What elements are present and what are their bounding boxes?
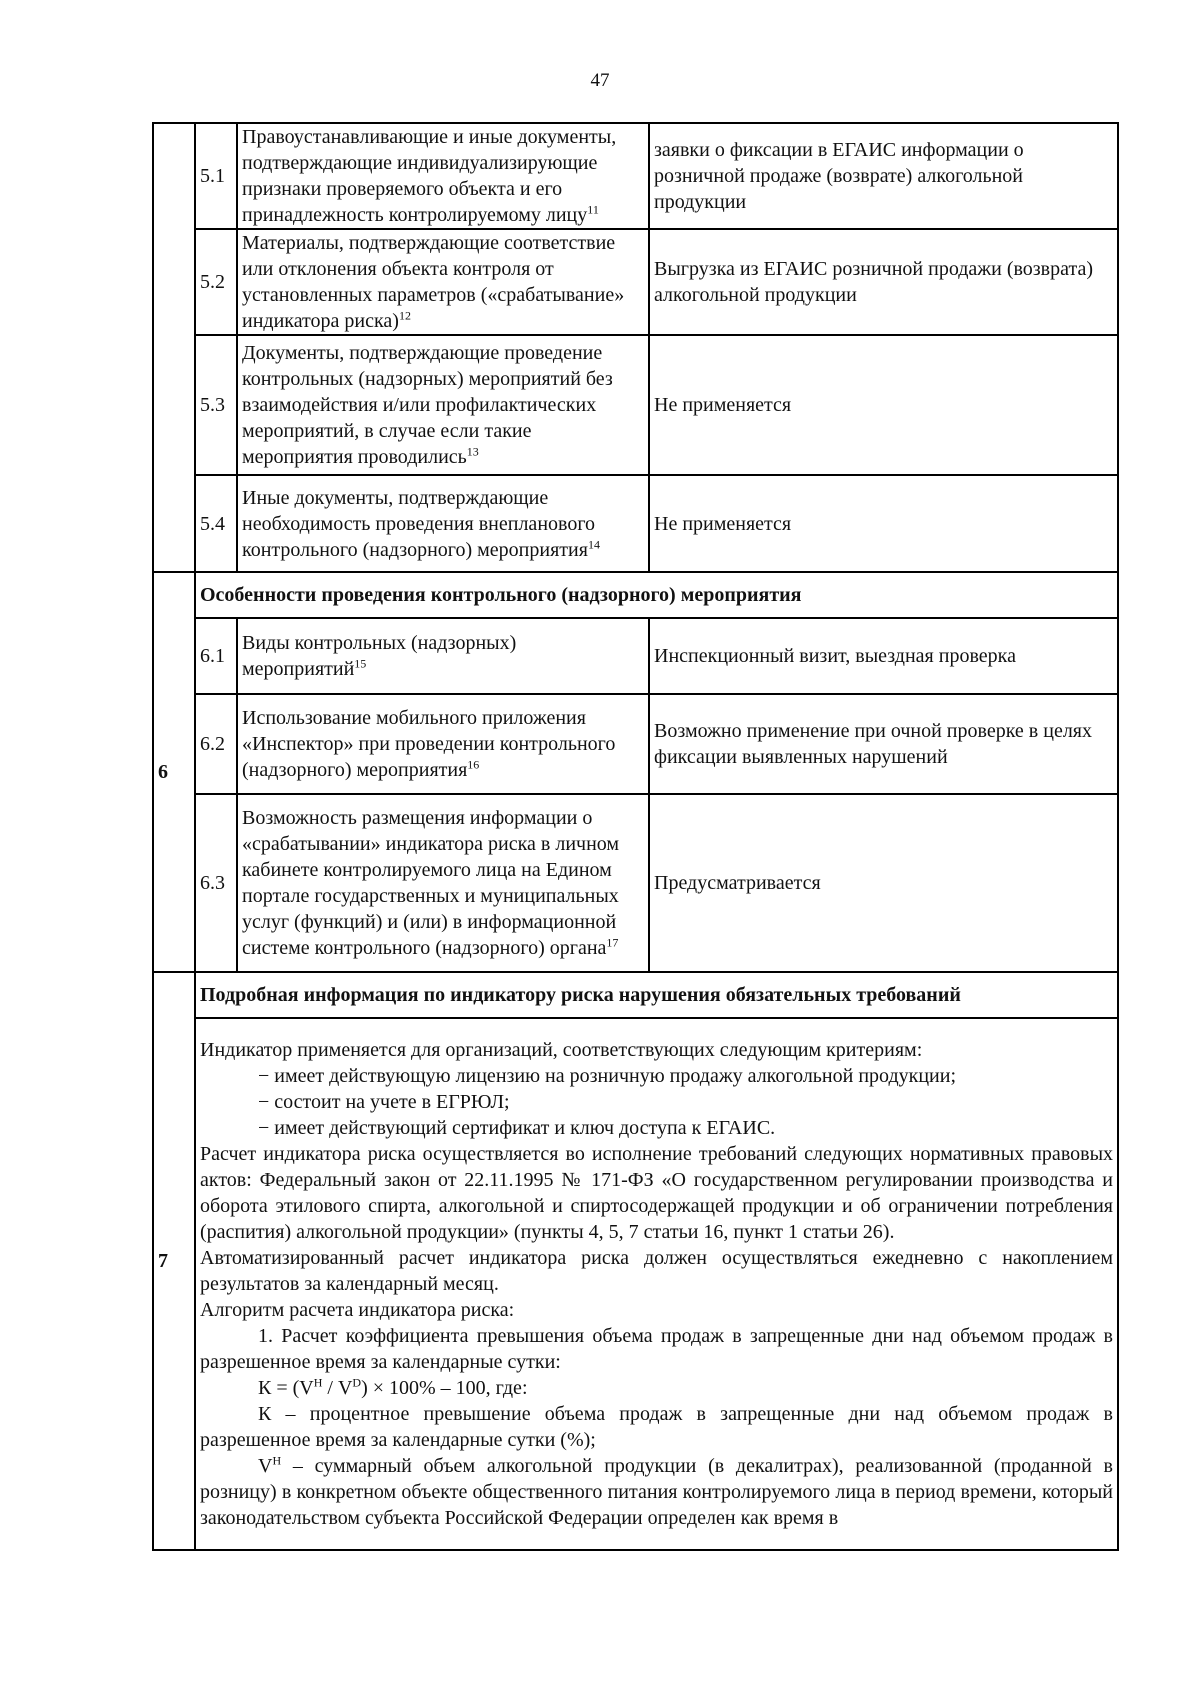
table-row-5-1 <box>153 123 1118 229</box>
legal-basis-paragraph: Расчет индикатора риска осуществляется во исполнение требований следующих нормативных правовых актов: Федеральный закон от 22.11.1995 № 171-ФЗ «О государственном регулировании производства и оборота этилового спирта, алкогольной и спиртосодержащей продукции и об ограничении потребления (распития) алкогольной продукции» (пункты 4, 5, 7 статьи 16, пункт 1 статьи 26). <box>200 1143 1113 1243</box>
row-number: 6.3 <box>195 794 237 972</box>
formula: $К = (V^Н / V^D) \times 100\% - 100$, где: <box>258 1375 528 1399</box>
algorithm-heading: Алгоритм расчета индикатора риска: <box>200 1299 515 1321</box>
indicator-details <box>195 1018 1118 1550</box>
footnote-ref: 16 <box>467 757 480 772</box>
row-description: Виды контрольных (надзорных) мероприятий$^{15}$ <box>237 618 649 694</box>
row-number: 5.2 <box>195 229 237 335</box>
row-number: 6.1 <box>195 618 237 694</box>
section-title: Особенности проведения контрольного (надзорного) мероприятия <box>195 572 1118 618</box>
vn-definition: $V^Н$ – суммарный объем алкогольной продукции (в декалитрах), реализованной (проданной в розницу) в конкретном объекте общественного питания контролируемого лица в период времени, который законодательством субъекта Российской Федерации определен как время в <box>200 1453 1113 1529</box>
row-value: Предусматривается <box>649 794 1118 972</box>
footnote-ref: 13 <box>466 444 479 459</box>
automation-paragraph: Автоматизированный расчет индикатора риска должен осуществляться ежедневно с накоплением результатов за календарный месяц. <box>200 1247 1113 1295</box>
footnote-ref: 17 <box>606 935 619 950</box>
row-value: Не применяется <box>649 475 1118 572</box>
footnote-ref: 15 <box>354 656 367 671</box>
section-number: 7 <box>153 972 195 1550</box>
row-number: 5.3 <box>195 335 237 475</box>
row-number: 5.1 <box>195 123 237 229</box>
row-value: Возможно применение при очной проверке в целях фиксации выявленных нарушений <box>649 694 1118 794</box>
algorithm-step-1: 1. Расчет коэффициента превышения объема продаж в запрещенные дни над объемом продаж в разрешенное время за календарные сутки: <box>200 1325 1113 1373</box>
table-row-5-3 <box>153 335 1118 475</box>
footnote-ref: 11 <box>587 202 599 217</box>
criteria-item: − имеет действующую лицензию на розничную продажу алкогольной продукции; <box>258 1065 957 1087</box>
table-row-5-2 <box>153 229 1118 335</box>
row-description: Иные документы, подтверждающие необходимость проведения внепланового контрольного (надзорного) мероприятия$^{14}$ <box>237 475 649 572</box>
table-row-6-1 <box>153 618 1118 694</box>
page-number: 47 <box>590 70 610 91</box>
row-description: Возможность размещения информации о «срабатывании» индикатора риска в личном кабинете контролируемого лица на Едином портале государственных и муниципальных услуг (функций) и (или) в информационной системе контрольного (надзорного) органа$^{17}$ <box>237 794 649 972</box>
footnote-ref: 12 <box>398 308 411 323</box>
row-value: Не применяется <box>649 335 1118 475</box>
section-7-body-row <box>153 1018 1118 1550</box>
criteria-intro: Индикатор применяется для организаций, соответствующих следующим критериям: <box>200 1039 923 1061</box>
table-row-6-3 <box>153 794 1118 972</box>
row-number: 5.4 <box>195 475 237 572</box>
k-definition: К – процентное превышение объема продаж в запрещенные дни над объемом продаж в разрешенное время за календарные сутки (%); <box>200 1403 1113 1451</box>
section-7-header-row <box>153 972 1118 1018</box>
section-title: Подробная информация по индикатору риска нарушения обязательных требований <box>195 972 1118 1018</box>
section-number: 6 <box>153 572 195 972</box>
row-value: заявки о фиксации в ЕГАИС информации о розничной продаже (возврате) алкогольной продукции <box>649 123 1118 229</box>
row-description: Документы, подтверждающие проведение контрольных (надзорных) мероприятий без взаимодействия и/или профилактических мероприятий, в случае если такие мероприятия проводились$^{13}$ <box>237 335 649 475</box>
criteria-item: − состоит на учете в ЕГРЮЛ; <box>258 1091 510 1113</box>
criteria-item: − имеет действующий сертификат и ключ доступа к ЕГАИС. <box>258 1117 776 1139</box>
table-row-5-4 <box>153 475 1118 572</box>
row-number: 6.2 <box>195 694 237 794</box>
table-row-6-2 <box>153 694 1118 794</box>
row-description: Правоустанавливающие и иные документы, подтверждающие индивидуализирующие признаки проверяемого объекта и его принадлежность контролируемому лицу$^{11}$ <box>237 123 649 229</box>
row-description: Использование мобильного приложения «Инспектор» при проведении контрольного (надзорного) мероприятия$^{16}$ <box>237 694 649 794</box>
row-value: Выгрузка из ЕГАИС розничной продажи (возврата) алкогольной продукции <box>649 229 1118 335</box>
indicator-table <box>152 122 1119 1551</box>
footnote-ref: 14 <box>587 536 600 551</box>
section-5-number-cell <box>153 123 195 572</box>
section-6-header-row <box>153 572 1118 618</box>
row-value: Инспекционный визит, выездная проверка <box>649 618 1118 694</box>
row-description: Материалы, подтверждающие соответствие или отклонения объекта контроля от установленных параметров («срабатывание» индикатора риска)$^{12}$ <box>237 229 649 335</box>
